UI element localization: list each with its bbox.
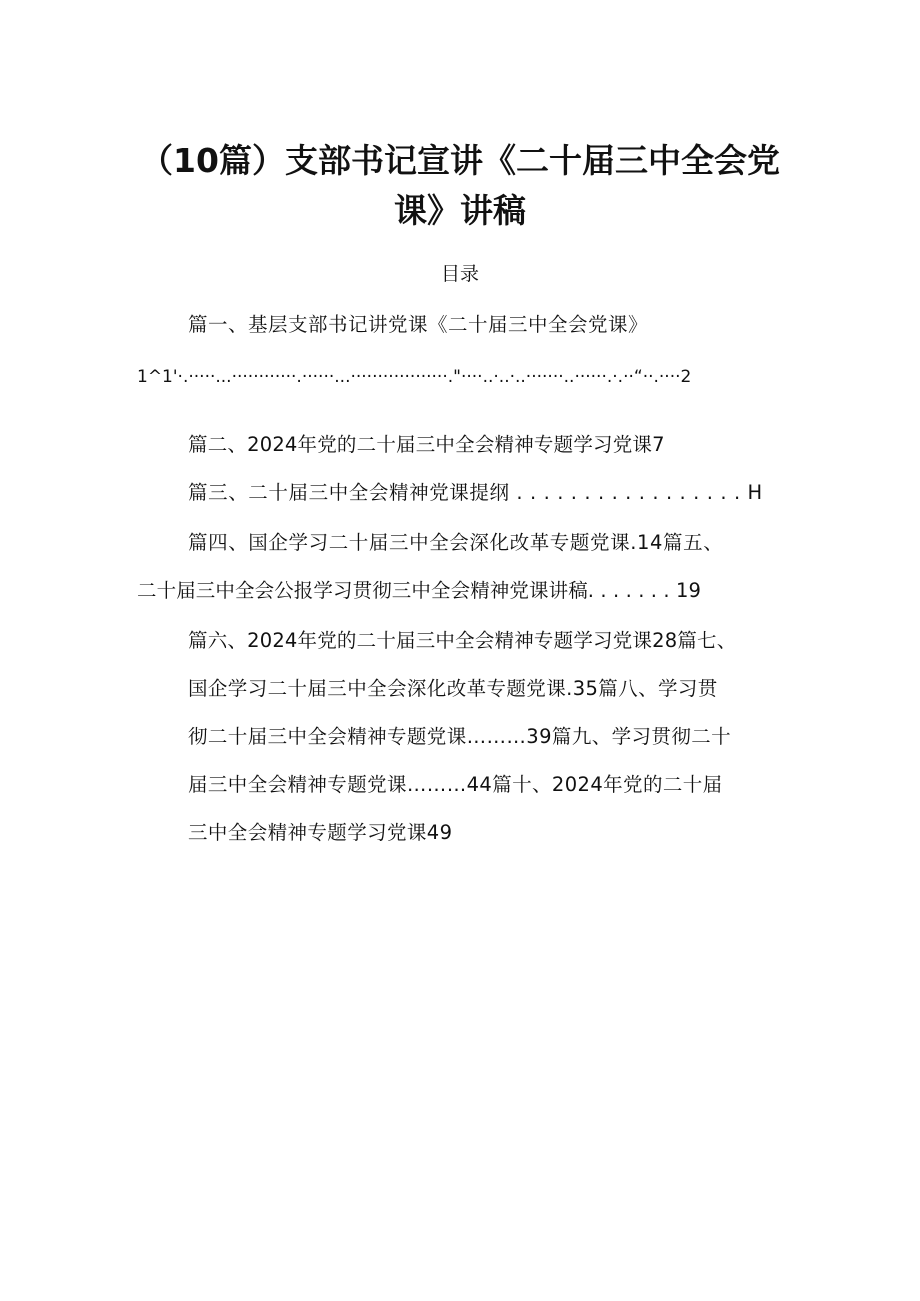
toc-heading: 目录 (440, 263, 479, 285)
document-title-line-1: （10篇）支部书记宣讲《二十届三中全会党 (140, 141, 780, 180)
toc-line: 篇一、基层支部书记讲党课《二十届三中全会党课》 (188, 313, 649, 336)
toc-line: 篇三、二十届三中全会精神党课提纲 . . . . . . . . . . . . . . . . . H (188, 481, 763, 504)
toc-line: 届三中全会精神专题党课………44篇十、2024年党的二十届 (188, 773, 723, 796)
toc-line: 二十届三中全会公报学习贯彻三中全会精神党课讲稿. . . . . . . 19 (137, 579, 701, 602)
document-title-line-2: 课》讲稿 (394, 191, 526, 230)
toc-line: 篇六、2024年党的二十届三中全会精神专题学习党课28篇七、 (188, 629, 737, 652)
toc-line: 篇四、国企学习二十届三中全会深化改革专题党课.14篇五、 (188, 531, 724, 554)
toc-line: 彻二十届三中全会精神专题党课………39篇九、学习贯彻二十 (188, 725, 732, 748)
toc-line: 篇二、2024年党的二十届三中全会精神专题学习党课7 (188, 433, 665, 456)
toc-line: 三中全会精神专题学习党课49 (188, 821, 453, 844)
toc-line: 1^1'·.·····...············.······...··················."····..·..·..·······..······.·.··“··.····2 (137, 367, 692, 387)
toc-line: 国企学习二十届三中全会深化改革专题党课.35篇八、学习贯 (188, 677, 718, 700)
